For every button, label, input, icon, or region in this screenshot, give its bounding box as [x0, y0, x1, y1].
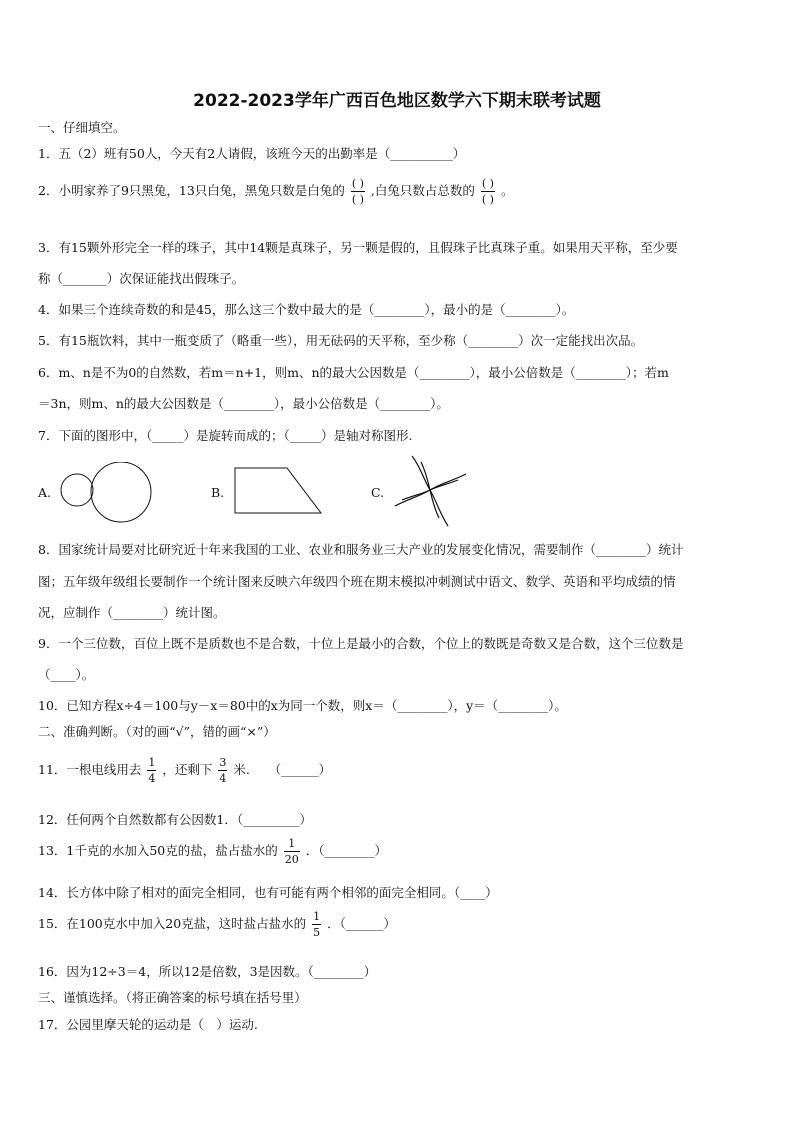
question-6-line-1: 6．m、n是不为0的自然数，若m＝n+1，则m、n的最大公因数是（________），最小公倍数是（________）；若m [38, 365, 669, 380]
fraction-blank-denominator: ( ) [481, 193, 494, 207]
fraction-one-quarter [147, 756, 156, 785]
question-13-text-a: 13．1千克的水加入50克的盐，盐占盐水的 [38, 843, 278, 859]
fraction-three-quarters-denominator: 4 [219, 772, 227, 786]
section-heading-judge: 二、准确判断。（对的画“√”，错的画“×”） [38, 724, 276, 739]
fraction-blank-numerator: ( ) [481, 177, 494, 190]
fraction-blank [351, 177, 365, 206]
question-11-text-b: ，还剩下 [162, 762, 213, 778]
option-a-label: A. [38, 485, 52, 500]
fraction-one-quarter-denominator: 4 [148, 772, 156, 786]
fraction-three-quarters-numerator: 3 [219, 756, 227, 769]
trapezoid-figure [232, 465, 327, 517]
question-4: 4．如果三个连续奇数的和是45，那么这三个数中最大的是（________），最小的是（________）。 [38, 302, 575, 317]
fraction-one-quarter-numerator: 1 [148, 756, 156, 769]
question-3-line-1: 3．有15颗外形完全一样的珠子，其中14颗是真珠子，另一颗是假的，且假珠子比真珠子重。如果用天平称，至少要 [38, 240, 678, 255]
question-9-line-2: （____）。 [38, 667, 95, 682]
question-15-text-b: ．（______） [327, 916, 396, 932]
question-10: 10．已知方程x÷4＝100与y－x＝80中的x为同一个数，则x＝（________），y＝（________）。 [38, 698, 567, 713]
option-c-label: C. [371, 485, 385, 500]
fraction-one-twentieth [284, 837, 300, 866]
question-13-text-b: ．（________） [305, 843, 387, 859]
question-13 [38, 837, 387, 866]
fraction-blank-numerator: ( ) [351, 177, 364, 190]
question-11-text-a: 11．一根电线用去 [38, 762, 142, 778]
question-16: 16．因为12÷3＝4，所以12是倍数，3是因数。（________） [38, 964, 377, 979]
question-9-line-1: 9．一个三位数，百位上既不是质数也不是合数，十位上是最小的合数，个位上的数既是奇数又是合数，这个三位数是 [38, 636, 684, 651]
fraction-blank [481, 177, 495, 206]
section-heading-fill-in: 一、仔细填空。 [38, 120, 126, 135]
question-15-text-a: 15．在100克水中加入20克盐，这时盐占盐水的 [38, 916, 307, 932]
option-b-label: B. [211, 485, 225, 500]
pinwheel-figure [392, 452, 470, 530]
question-2 [38, 177, 513, 206]
question-3-line-2: 称（_______）次保证能找出假珠子。 [38, 271, 245, 286]
question-6-line-2: ＝3n，则m、n的最大公因数是（________），最小公倍数是（________）。 [38, 396, 449, 411]
question-7: 7．下面的图形中，（_____）是旋转而成的；（_____）是轴对称图形. [38, 428, 413, 443]
question-14: 14．长方体中除了相对的面完全相同，也有可能有两个相邻的面完全相同。（____） [38, 885, 498, 900]
fraction-one-twentieth-numerator: 1 [288, 837, 296, 850]
fraction-three-quarters [218, 756, 227, 785]
question-8-line-3: 况，应制作（________）统计图。 [38, 605, 226, 620]
fraction-one-twentieth-denominator: 20 [284, 853, 299, 867]
question-11 [38, 756, 331, 785]
question-8-line-2: 图；五年级年级组长要制作一个统计图来反映六年级四个班在期末模拟冲刺测试中语文、数学、英语和平均成绩的情 [38, 574, 676, 589]
fraction-blank-denominator: ( ) [351, 193, 364, 207]
two-circles-figure [60, 462, 160, 524]
question-12: 12．任何两个自然数都有公因数1．（_________） [38, 812, 312, 827]
question-11-text-c: 米. （______） [233, 762, 332, 778]
fraction-one-fifth-denominator: 5 [313, 926, 321, 940]
question-17: 17．公园里摩天轮的运动是（ ）运动. [38, 1017, 258, 1032]
fraction-one-fifth [312, 910, 321, 939]
question-5: 5．有15瓶饮料，其中一瓶变质了（略重一些），用无砝码的天平称，至少称（________）次一定能找出次品。 [38, 333, 644, 348]
fraction-one-fifth-numerator: 1 [313, 910, 321, 923]
question-1: 1．五（2）班有50人，今天有2人请假，该班今天的出勤率是（__________） [38, 146, 466, 161]
question-2-text-c: 。 [500, 183, 514, 199]
section-heading-choose: 三、谨慎选择。（将正确答案的标号填在括号里） [38, 990, 307, 1005]
page-title: 2022-2023学年广西百色地区数学六下期末联考试题 [193, 91, 601, 111]
question-2-text-a: 2．小明家养了9只黑兔，13只白兔，黑兔只数是白兔的 [38, 183, 345, 199]
question-2-text-b: ,白兔只数占总数的 [370, 183, 475, 199]
question-8-line-1: 8．国家统计局要对比研究近十年来我国的工业、农业和服务业三大产业的发展变化情况，需要制作（________）统计 [38, 542, 684, 557]
question-15 [38, 910, 396, 939]
